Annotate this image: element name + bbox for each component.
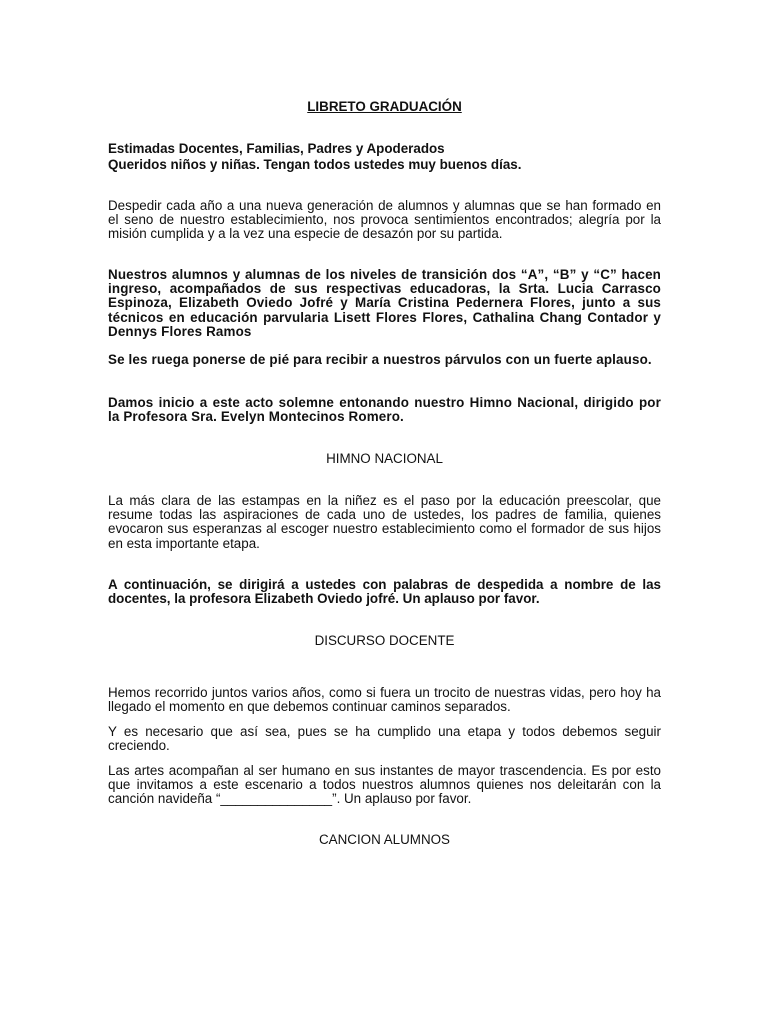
- paragraph-estampas: La más clara de las estampas en la niñez es el paso por la educación preescolar, que resume todas las aspiraciones de cada uno de ustedes, los padres de familia, quienes evocaron sus esperanzas al escoger nuestro establecimiento como el formador de sus hijos en esta importante etapa.: [108, 493, 661, 551]
- heading-discurso-docente: DISCURSO DOCENTE: [314, 633, 455, 648]
- heading-cancion-alumnos: CANCION ALUMNOS: [319, 832, 450, 847]
- paragraph-despedir: Despedir cada año a una nueva generación de alumnos y alumnas que se han formado en el seno de nuestro establecimiento, nos provoca sentimientos encontrados; alegría por la misión cumplida y a la vez una especie de desazón por su partida.: [108, 198, 661, 242]
- paragraph-necesario: Y es necesario que así sea, pues se ha cumplido una etapa y todos debemos seguir creciendo.: [108, 724, 661, 754]
- greeting-line-2: Queridos niños y niñas. Tengan todos ustedes muy buenos días.: [108, 157, 522, 172]
- heading-himno-nacional: HIMNO NACIONAL: [326, 451, 443, 466]
- document-title: LIBRETO GRADUACIÓN: [307, 99, 462, 114]
- paragraph-ruega: Se les ruega ponerse de pié para recibir a nuestros párvulos con un fuerte aplauso.: [108, 352, 652, 367]
- paragraph-recorrido: Hemos recorrido juntos varios años, como si fuera un trocito de nuestras vidas, pero hoy ha llegado el momento en que debemos continuar caminos separados.: [108, 685, 661, 715]
- paragraph-nuestros-alumnos: Nuestros alumnos y alumnas de los niveles de transición dos “A”, “B” y “C” hacen ingreso, acompañados de sus respectivas educadoras, la Srta. Lucia Carrasco Espinoza, Elizabeth Oviedo Jofré y María Cristina Pedernera Flores, junto a sus técnicos en educación parvularia Lisett Flores Flores, Cathalina Chang Contador y Dennys Flores Ramos: [108, 267, 661, 339]
- greeting-line-1: Estimadas Docentes, Familias, Padres y Apoderados: [108, 141, 445, 156]
- paragraph-himno-intro: Damos inicio a este acto solemne entonando nuestro Himno Nacional, dirigido por la Profesora Sra. Evelyn Montecinos Romero.: [108, 395, 661, 425]
- paragraph-artes: Las artes acompañan al ser humano en sus instantes de mayor trascendencia. Es por esto que invitamos a este escenario a todos nuestros alumnos quienes nos deleitarán con la canción navideña “_______________”. Un aplauso por favor.: [108, 763, 661, 807]
- paragraph-continuacion: A continuación, se dirigirá a ustedes con palabras de despedida a nombre de las docentes, la profesora Elizabeth Oviedo jofré. Un aplauso por favor.: [108, 577, 661, 607]
